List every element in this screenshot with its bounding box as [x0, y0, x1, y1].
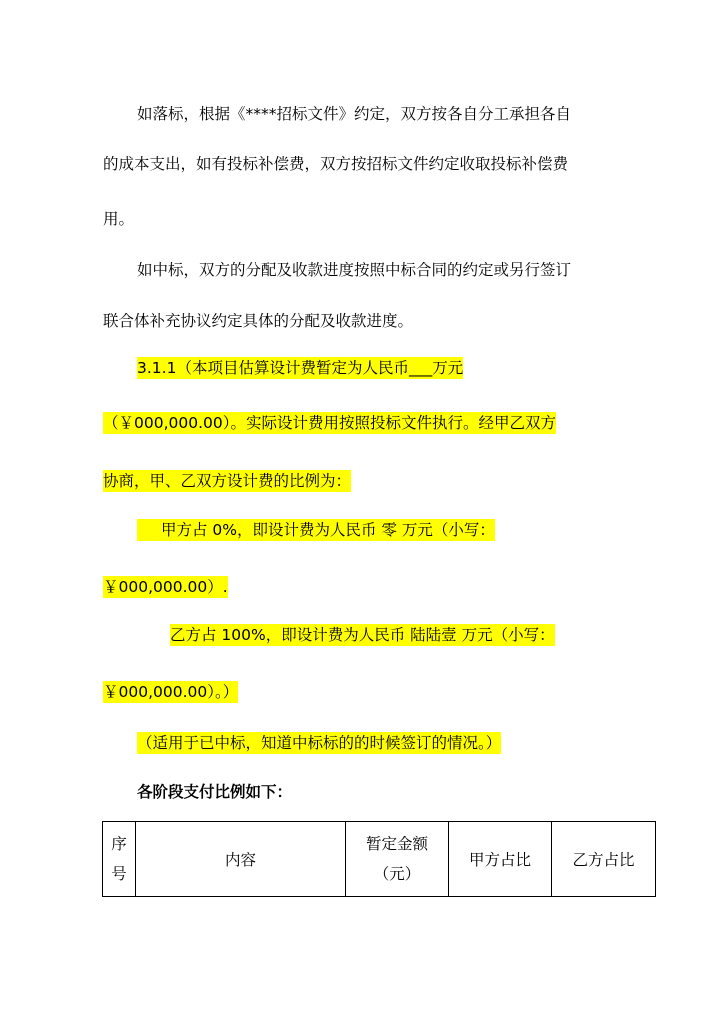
- party-a-share-line-2: ￥000,000.00）.: [103, 578, 228, 596]
- paragraph-win-bid-line-1: 如中标，双方的分配及收款进度按照中标合同的约定或另行签订: [137, 261, 572, 279]
- payment-ratio-table: [102, 821, 656, 897]
- paragraph-lose-bid-line-1: 如落标，根据《****招标文件》约定，双方按各自分工承担各自: [137, 105, 572, 123]
- header-cell-party-a-ratio: [449, 822, 552, 897]
- table-header-row: [103, 822, 656, 897]
- party-b-share-line-1: 乙方占 100%，即设计费为人民币 陆陆壹 万元（小写：: [170, 626, 555, 644]
- party-b-share-line-2: ￥000,000.00）。）: [103, 683, 239, 701]
- party-a-share-line-1: 甲方占 0%，即设计费为人民币 零 万元（小写：: [137, 519, 495, 541]
- header-amount-bottom: （元）: [373, 865, 421, 883]
- header-cell-party-b-ratio: [552, 822, 656, 897]
- paragraph-win-bid-line-2: 联合体补充协议约定具体的分配及收款进度。: [103, 312, 414, 330]
- header-content-label: 内容: [224, 851, 256, 869]
- section-heading-payment-ratio: 各阶段支付比例如下：: [137, 783, 293, 801]
- header-seq-top: 序: [111, 835, 127, 853]
- applicability-note: （适用于已中标，知道中标标的的时候签订的情况。）: [137, 734, 502, 752]
- header-cell-amount: [346, 822, 449, 897]
- header-cell-content: [136, 822, 346, 897]
- clause-3-1-1-line-3: 协商，甲、乙双方设计费的比例为：: [103, 472, 352, 490]
- paragraph-lose-bid-line-2: 的成本支出，如有投标补偿费，双方按招标文件约定收取投标补偿费: [103, 155, 569, 173]
- header-seq-bottom: 号: [111, 865, 127, 883]
- header-party-b-label: 乙方占比: [572, 851, 635, 869]
- header-cell-sequence: [103, 822, 136, 897]
- paragraph-lose-bid-line-3: 用。: [103, 210, 135, 228]
- header-party-a-label: 甲方占比: [468, 851, 531, 869]
- clause-3-1-1-line-2: （￥000,000.00）。实际设计费用按照投标文件执行。经甲乙双方: [103, 414, 556, 432]
- clause-3-1-1-line-1: 3.1.1（本项目估算设计费暂定为人民币___万元: [137, 359, 464, 377]
- header-amount-top: 暂定金额: [365, 835, 428, 853]
